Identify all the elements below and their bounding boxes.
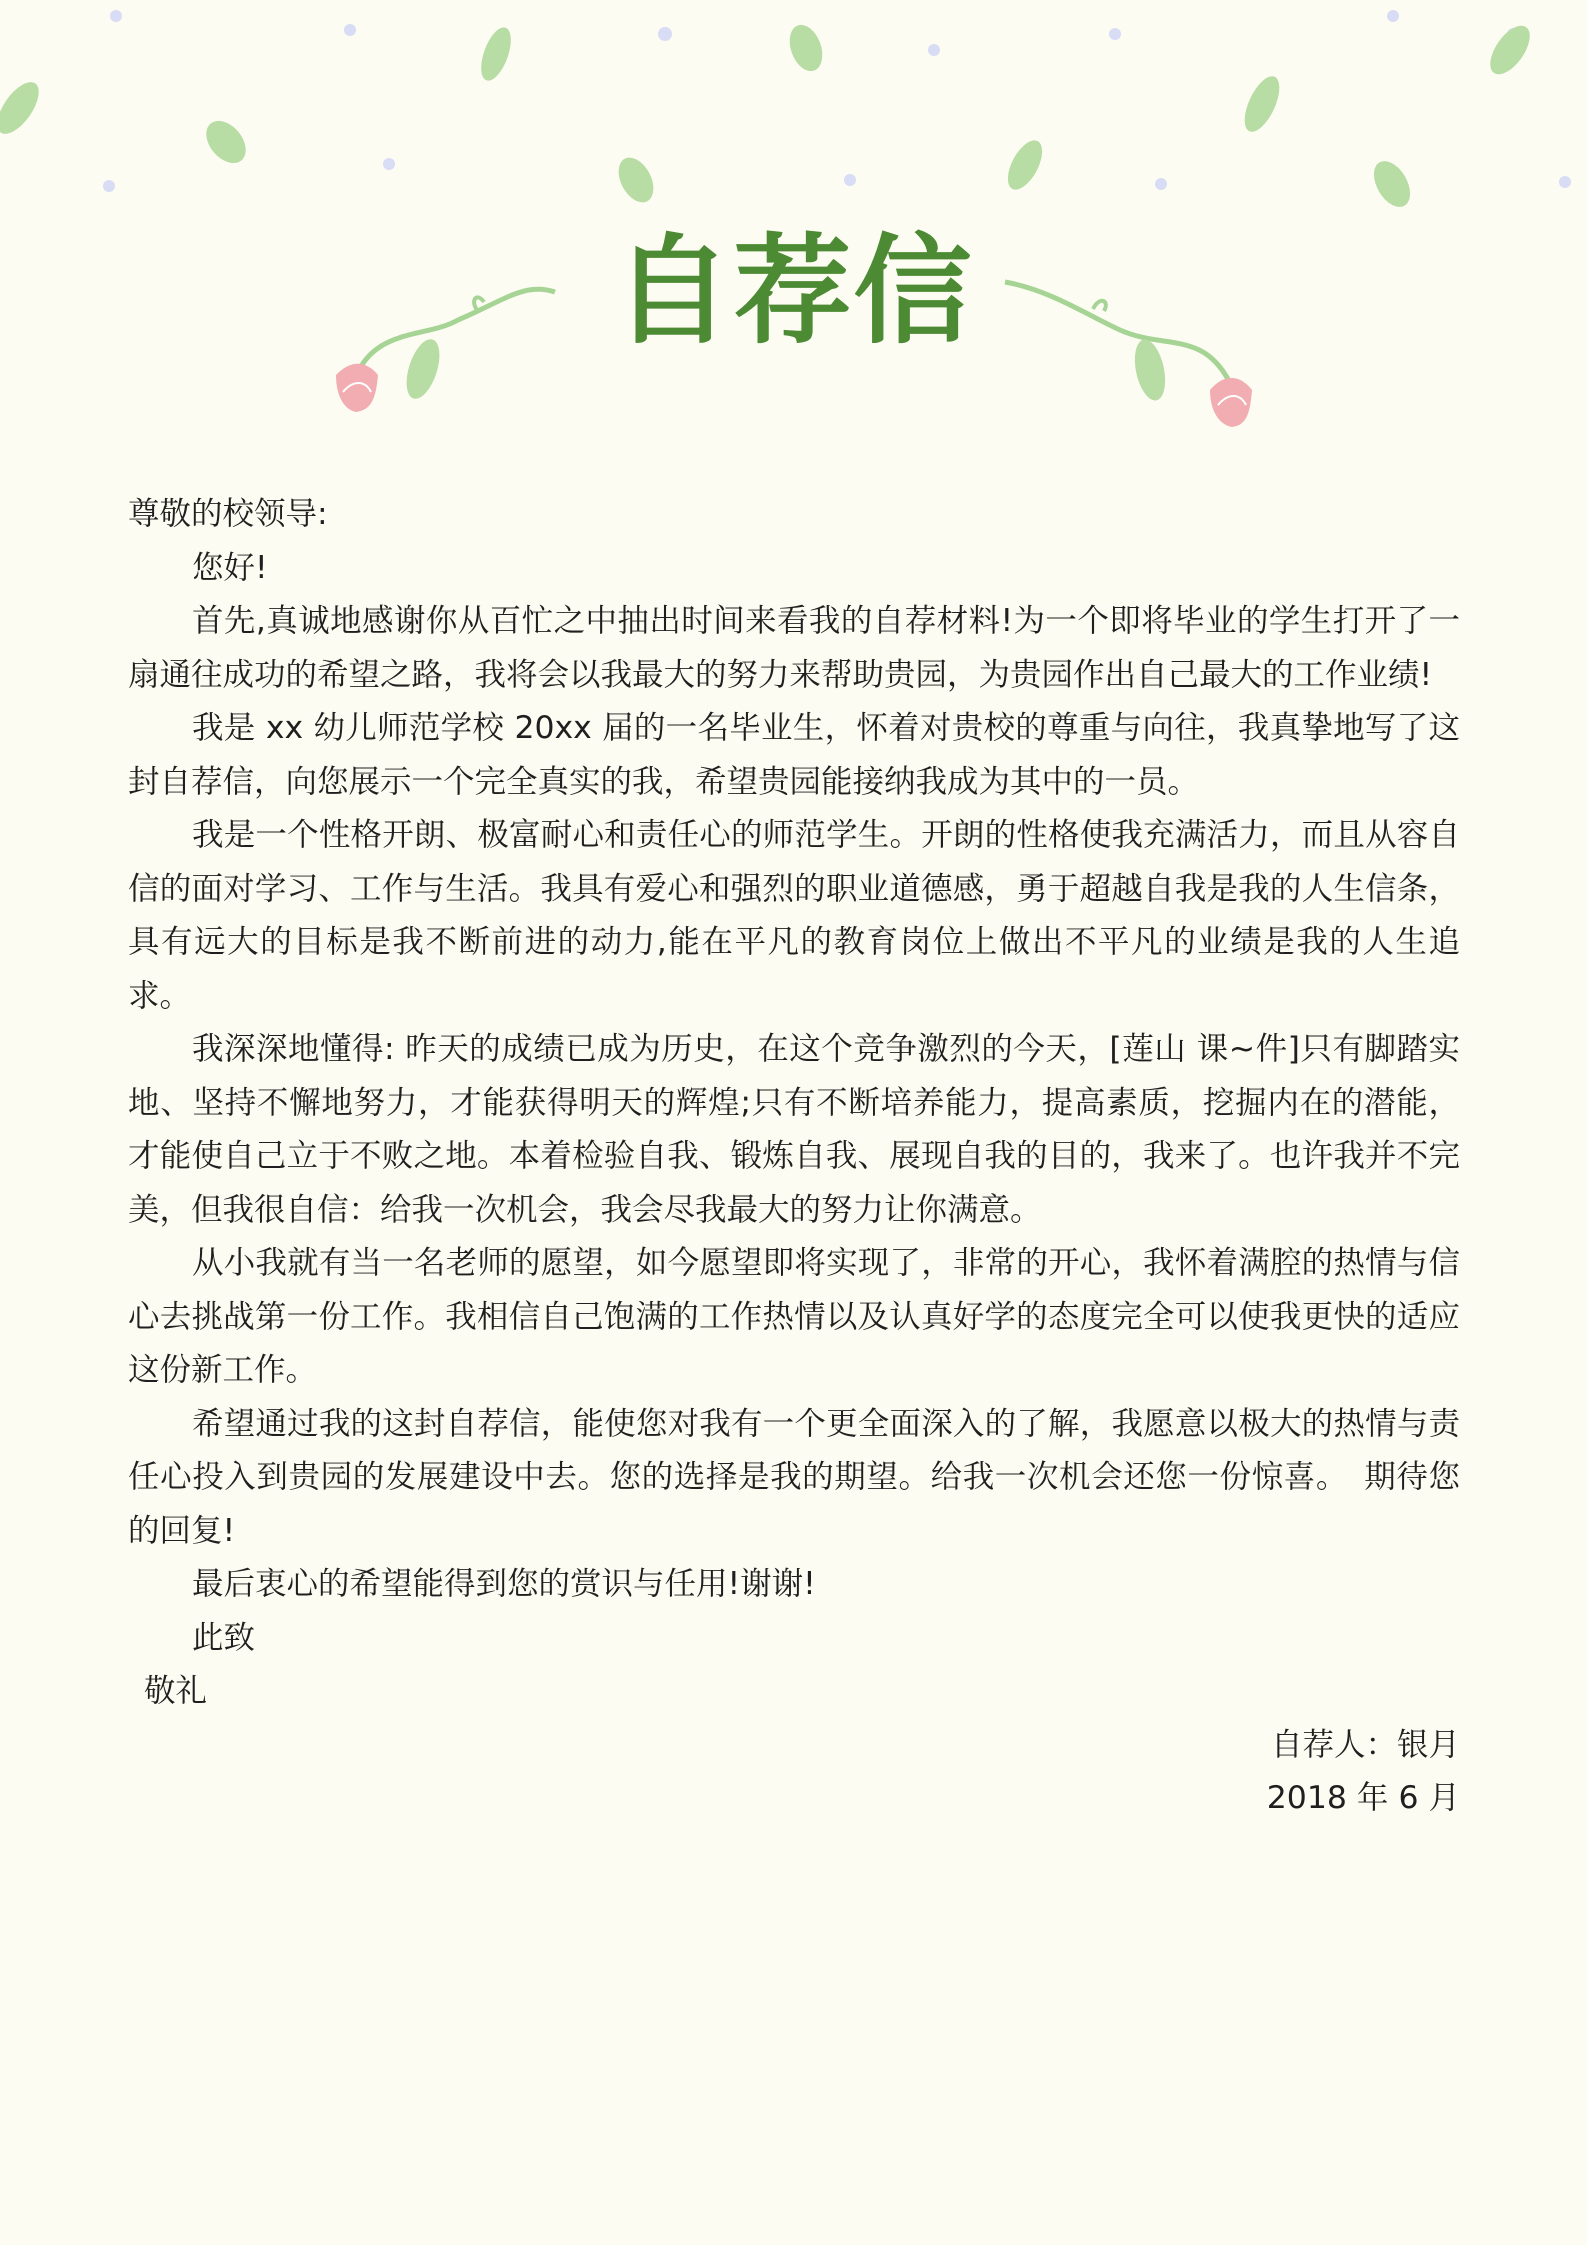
closing-regards: 敬礼: [144, 1673, 208, 1709]
signature-date: 2018 年 6 月: [1266, 1780, 1460, 1816]
leaf-cluster: [0, 19, 1538, 213]
letter-body: [128, 488, 1460, 1826]
paragraph-final-thanks: 最后衷心的希望能得到您的赏识与任用!谢谢!: [192, 1566, 816, 1602]
signature-name: 自荐人：银月: [1270, 1726, 1460, 1763]
salutation: 尊敬的校领导:: [128, 496, 328, 532]
paragraph-hope: 希望通过我的这封自荐信，能使您对我有一个更全面深入的了解，我愿意以极大的热情与责任心投入到贵园的发展建设中去。您的选择是我的期望。给我一次机会还您一份惊喜。 期待您的回复!: [128, 1405, 1460, 1549]
dot-decoration: [103, 10, 1571, 192]
closing-phrase: 此致: [192, 1619, 256, 1656]
paragraph-aspiration: 从小我就有当一名老师的愿望，如今愿望即将实现了，非常的开心，我怀着满腔的热情与信心去挑战第一份工作。我相信自己饱满的工作热情以及认真好学的态度完全可以使我更快的适应这份新工作。: [128, 1245, 1460, 1388]
paragraph-thanks: 首先,真诚地感谢你从百忙之中抽出时间来看我的自荐材料!为一个即将毕业的学生打开了一扇通往成功的希望之路，我将会以我最大的努力来帮助贵园，为贵园作出自己最大的工作业绩!: [128, 603, 1460, 693]
document-title: 自荐信: [613, 222, 974, 360]
paragraph-personality: 我是一个性格开朗、极富耐心和责任心的师范学生。开朗的性格使我充满活力，而且从容自信的面对学习、工作与生活。我具有爱心和强烈的职业道德感，勇于超越自我是我的人生信条，具有远大的目标是我不断前进的动力,能在平凡的教育岗位上做出不平凡的业绩是我的人生追求。: [128, 817, 1460, 1014]
paragraph-greeting: 您好!: [192, 549, 268, 586]
paragraph-understanding: 我深深地懂得: 昨天的成绩已成为历史，在这个竞争激烈的今天，[莲山 课~件]只有脚踏实地、坚持不懈地努力，才能获得明天的辉煌;只有不断培养能力，提高素质，挖掘内在的潜能，才能使自己立于不败之地。本着检验自我、锻炼自我、展现自我的目的，我来了。也许我并不完美，但我很自信：给我一次机会，我会尽我最大的努力让你满意。: [128, 1031, 1460, 1228]
paragraph-introduction: 我是 xx 幼儿师范学校 20xx 届的一名毕业生，怀着对贵校的尊重与向往，我真挚地写了这封自荐信，向您展示一个完全真实的我，希望贵园能接纳我成为其中的一员。: [128, 710, 1460, 800]
